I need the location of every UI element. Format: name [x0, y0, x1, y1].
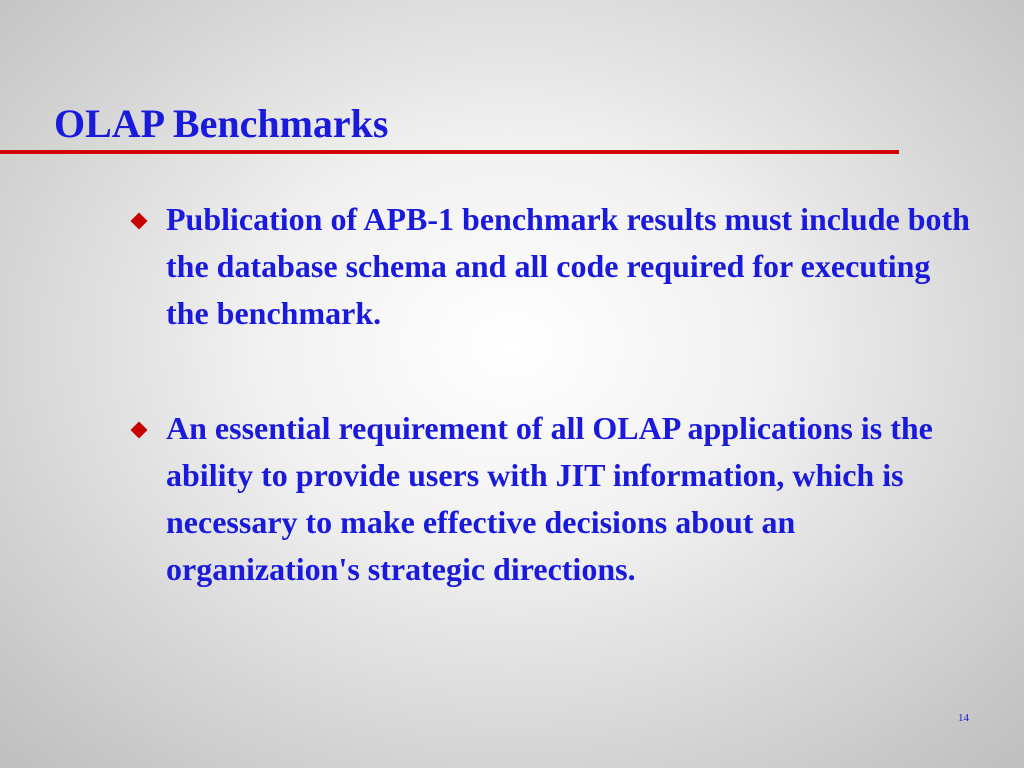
- bullet-text: Publication of APB-1 benchmark results must include both the database schema and all code required for executing the benchmark.: [166, 201, 970, 331]
- title-underline: [0, 150, 899, 154]
- page-number: 14: [958, 712, 969, 724]
- bullet-item: [130, 196, 980, 337]
- bullet-list: [130, 196, 980, 593]
- diamond-bullet-icon: [131, 422, 148, 439]
- diamond-bullet-icon: [131, 213, 148, 230]
- slide-title: OLAP Benchmarks: [54, 101, 389, 146]
- bullet-text: An essential requirement of all OLAP applications is the ability to provide users with JIT information, which is necessary to make effective decisions about an organization's strategic directions.: [166, 410, 933, 587]
- bullet-item: [130, 405, 980, 593]
